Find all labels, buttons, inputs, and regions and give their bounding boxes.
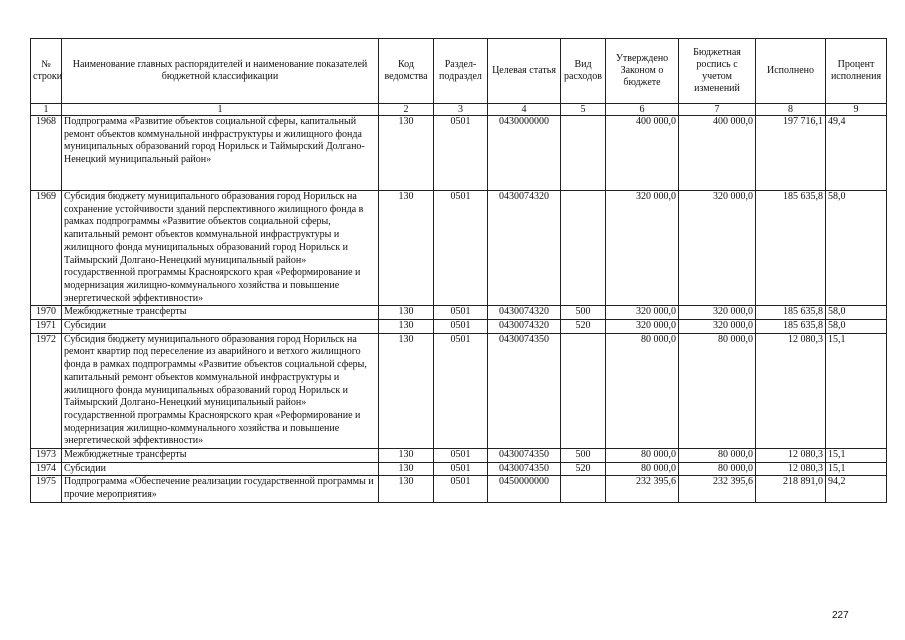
row-section: 0501 xyxy=(434,306,488,320)
row-exptype xyxy=(561,191,606,306)
row-exptype xyxy=(561,333,606,448)
row-target: 0430074320 xyxy=(488,320,561,334)
row-number: 1974 xyxy=(31,462,62,476)
row-section: 0501 xyxy=(434,333,488,448)
row-number: 1972 xyxy=(31,333,62,448)
row-dept: 130 xyxy=(379,449,434,463)
row-section: 0501 xyxy=(434,191,488,306)
row-executed: 185 635,8 xyxy=(756,306,826,320)
row-dept: 130 xyxy=(379,462,434,476)
table-row xyxy=(31,306,887,320)
header-num: № строки xyxy=(31,39,62,104)
row-budget: 80 000,0 xyxy=(679,333,756,448)
row-percent: 49,4 xyxy=(826,116,887,191)
row-target: 0430074320 xyxy=(488,191,561,306)
row-exptype xyxy=(561,116,606,191)
row-section: 0501 xyxy=(434,462,488,476)
budget-table xyxy=(30,38,887,503)
table-row xyxy=(31,320,887,334)
row-percent: 58,0 xyxy=(826,320,887,334)
row-target: 0430074320 xyxy=(488,306,561,320)
row-dept: 130 xyxy=(379,116,434,191)
row-executed: 12 080,3 xyxy=(756,449,826,463)
row-section: 0501 xyxy=(434,116,488,191)
column-number: 3 xyxy=(434,104,488,116)
row-approved: 80 000,0 xyxy=(606,333,679,448)
row-approved: 320 000,0 xyxy=(606,306,679,320)
header-executed: Исполнено xyxy=(756,39,826,104)
header-approved: Утверждено Законом о бюджете xyxy=(606,39,679,104)
table-row xyxy=(31,116,887,191)
row-percent: 15,1 xyxy=(826,333,887,448)
table-row xyxy=(31,462,887,476)
row-budget: 80 000,0 xyxy=(679,449,756,463)
row-name: Подпрограмма «Развитие объектов социальной сферы, капитальный ремонт объектов коммунальной инфраструктуры и жилищного фонда муниципальных образований город Норильск и Таймырский Долгано-Ненецкий муниципальный район» xyxy=(62,116,379,191)
row-section: 0501 xyxy=(434,476,488,502)
header-dept: Код ведомства xyxy=(379,39,434,104)
column-number: 7 xyxy=(679,104,756,116)
row-approved: 400 000,0 xyxy=(606,116,679,191)
header-row xyxy=(31,39,887,104)
row-number: 1969 xyxy=(31,191,62,306)
row-percent: 15,1 xyxy=(826,449,887,463)
row-target: 0430000000 xyxy=(488,116,561,191)
row-exptype: 520 xyxy=(561,320,606,334)
row-budget: 320 000,0 xyxy=(679,320,756,334)
column-number: 9 xyxy=(826,104,887,116)
row-dept: 130 xyxy=(379,320,434,334)
row-approved: 80 000,0 xyxy=(606,449,679,463)
row-name: Субсидии xyxy=(62,320,379,334)
row-percent: 94,2 xyxy=(826,476,887,502)
row-name: Подпрограмма «Обеспечение реализации государственной программы и прочие мероприятия» xyxy=(62,476,379,502)
header-budget: Бюджетная роспись с учетом изменений xyxy=(679,39,756,104)
row-name: Межбюджетные трансферты xyxy=(62,306,379,320)
row-number: 1970 xyxy=(31,306,62,320)
row-budget: 232 395,6 xyxy=(679,476,756,502)
row-target: 0430074350 xyxy=(488,449,561,463)
header-percent: Процент исполнения xyxy=(826,39,887,104)
table-row xyxy=(31,333,887,448)
row-approved: 320 000,0 xyxy=(606,191,679,306)
row-section: 0501 xyxy=(434,449,488,463)
row-percent: 58,0 xyxy=(826,306,887,320)
row-target: 0430074350 xyxy=(488,462,561,476)
header-section: Раздел-подраздел xyxy=(434,39,488,104)
row-dept: 130 xyxy=(379,191,434,306)
row-approved: 80 000,0 xyxy=(606,462,679,476)
row-number: 1971 xyxy=(31,320,62,334)
table-row xyxy=(31,449,887,463)
column-number: 2 xyxy=(379,104,434,116)
column-number: 5 xyxy=(561,104,606,116)
row-budget: 400 000,0 xyxy=(679,116,756,191)
row-executed: 197 716,1 xyxy=(756,116,826,191)
row-budget: 80 000,0 xyxy=(679,462,756,476)
row-dept: 130 xyxy=(379,306,434,320)
row-percent: 58,0 xyxy=(826,191,887,306)
row-executed: 12 080,3 xyxy=(756,462,826,476)
column-number-row xyxy=(31,104,887,116)
row-number: 1975 xyxy=(31,476,62,502)
row-executed: 185 635,8 xyxy=(756,320,826,334)
row-executed: 218 891,0 xyxy=(756,476,826,502)
header-target: Целевая статья xyxy=(488,39,561,104)
row-approved: 232 395,6 xyxy=(606,476,679,502)
row-executed: 12 080,3 xyxy=(756,333,826,448)
row-dept: 130 xyxy=(379,476,434,502)
row-dept: 130 xyxy=(379,333,434,448)
header-exptype: Вид расходов xyxy=(561,39,606,104)
row-exptype xyxy=(561,476,606,502)
column-number: 4 xyxy=(488,104,561,116)
row-approved: 320 000,0 xyxy=(606,320,679,334)
row-percent: 15,1 xyxy=(826,462,887,476)
row-exptype: 520 xyxy=(561,462,606,476)
row-target: 0450000000 xyxy=(488,476,561,502)
column-number: 8 xyxy=(756,104,826,116)
column-number: 1 xyxy=(31,104,62,116)
row-name: Субсидия бюджету муниципального образования город Норильск на ремонт квартир под переселение из аварийного и ветхого жилищного фонда в рамках подпрограммы «Развитие объектов социальной сферы, капитальный ремонт объектов коммунальной инфраструктуры и жилищного фонда муниципальных образований город Норильск и Таймырский Долгано-Ненецкий муниципальный район» государственной программы Красноярского края «Реформирование и модернизация жилищно-коммунального хозяйства и повышение энергетической эффективности» xyxy=(62,333,379,448)
row-name: Субсидии xyxy=(62,462,379,476)
table-row xyxy=(31,476,887,502)
row-exptype: 500 xyxy=(561,306,606,320)
row-name: Субсидия бюджету муниципального образования город Норильск на сохранение устойчивости зданий перспективного жилищного фонда в рамках подпрограммы «Развитие объектов социальной сферы, капитальный ремонт объектов коммунальной инфраструктуры и жилищного фонда муниципальных образований город Норильск и Таймырский Долгано-Ненецкий муниципальный район» государственной программы Красноярского края «Реформирование и модернизация жилищно-коммунального хозяйства и повышение энергетической эффективности» xyxy=(62,191,379,306)
row-budget: 320 000,0 xyxy=(679,306,756,320)
row-number: 1973 xyxy=(31,449,62,463)
column-number: 6 xyxy=(606,104,679,116)
table-row xyxy=(31,191,887,306)
page-number: 227 xyxy=(832,610,849,621)
row-target: 0430074350 xyxy=(488,333,561,448)
row-exptype: 500 xyxy=(561,449,606,463)
header-name: Наименование главных распорядителей и наименование показателей бюджетной классификации xyxy=(62,39,379,104)
row-section: 0501 xyxy=(434,320,488,334)
row-executed: 185 635,8 xyxy=(756,191,826,306)
column-number: 1 xyxy=(62,104,379,116)
row-number: 1968 xyxy=(31,116,62,191)
row-budget: 320 000,0 xyxy=(679,191,756,306)
row-name: Межбюджетные трансферты xyxy=(62,449,379,463)
